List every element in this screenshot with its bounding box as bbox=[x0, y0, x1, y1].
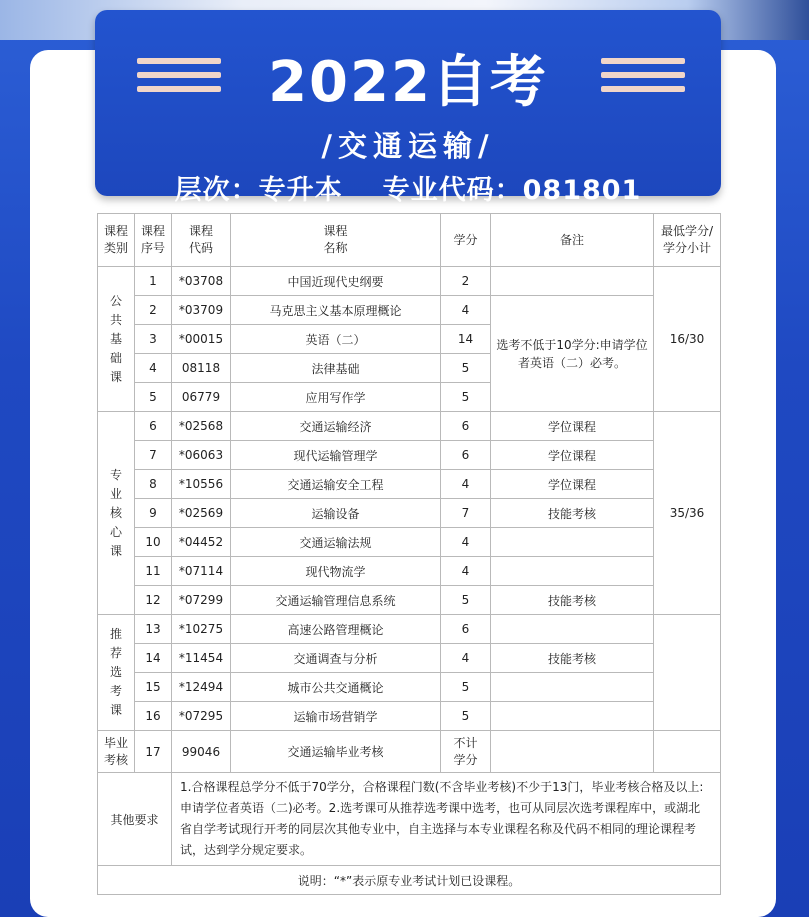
elective-subtotal bbox=[654, 615, 721, 731]
course-code: 08118 bbox=[172, 354, 231, 383]
course-remark bbox=[491, 673, 654, 702]
header-category: 课程 类别 bbox=[98, 214, 135, 267]
course-seq: 3 bbox=[135, 325, 172, 354]
header-credit: 学分 bbox=[441, 214, 491, 267]
course-credit: 2 bbox=[441, 267, 491, 296]
course-seq: 15 bbox=[135, 673, 172, 702]
course-seq: 4 bbox=[135, 354, 172, 383]
course-name: 英语（二） bbox=[231, 325, 441, 354]
table-row bbox=[98, 557, 721, 586]
course-code: 99046 bbox=[172, 731, 231, 773]
course-name: 运输市场营销学 bbox=[231, 702, 441, 731]
course-seq: 10 bbox=[135, 528, 172, 557]
course-name: 交通调查与分析 bbox=[231, 644, 441, 673]
course-seq: 13 bbox=[135, 615, 172, 644]
course-code: *07295 bbox=[172, 702, 231, 731]
course-name: 交通运输安全工程 bbox=[231, 470, 441, 499]
course-remark: 技能考核 bbox=[491, 499, 654, 528]
course-code: *04452 bbox=[172, 528, 231, 557]
course-remark: 学位课程 bbox=[491, 470, 654, 499]
course-seq: 16 bbox=[135, 702, 172, 731]
table-row bbox=[98, 673, 721, 702]
category-elective: 推 荐 选 考 课 bbox=[98, 615, 135, 731]
table-row bbox=[98, 702, 721, 731]
course-name: 交通运输毕业考核 bbox=[231, 731, 441, 773]
table-row bbox=[98, 441, 721, 470]
course-plan-table bbox=[97, 213, 721, 895]
banner-title: 2022自考 bbox=[268, 50, 548, 115]
course-seq: 1 bbox=[135, 267, 172, 296]
table-row bbox=[98, 528, 721, 557]
course-name: 城市公共交通概论 bbox=[231, 673, 441, 702]
table-row bbox=[98, 499, 721, 528]
course-remark bbox=[491, 702, 654, 731]
course-name: 法律基础 bbox=[231, 354, 441, 383]
course-credit: 6 bbox=[441, 412, 491, 441]
course-seq: 12 bbox=[135, 586, 172, 615]
course-name: 高速公路管理概论 bbox=[231, 615, 441, 644]
course-remark bbox=[491, 615, 654, 644]
header-seq: 课程 序号 bbox=[135, 214, 172, 267]
course-credit: 6 bbox=[441, 615, 491, 644]
table-row bbox=[98, 644, 721, 673]
course-credit: 6 bbox=[441, 441, 491, 470]
major-code-text: 专业代码：081801 bbox=[382, 175, 642, 206]
course-code: *07299 bbox=[172, 586, 231, 615]
course-remark: 学位课程 bbox=[491, 441, 654, 470]
level-text: 层次：专升本 bbox=[174, 175, 343, 206]
course-name: 中国近现代史纲要 bbox=[231, 267, 441, 296]
public-subtotal: 16/30 bbox=[654, 267, 721, 412]
course-remark: 学位课程 bbox=[491, 412, 654, 441]
header-name: 课程 名称 bbox=[231, 214, 441, 267]
table-note: 说明：“*”表示原专业考试计划已设课程。 bbox=[98, 866, 721, 895]
course-code: *02569 bbox=[172, 499, 231, 528]
course-credit: 4 bbox=[441, 644, 491, 673]
course-remark bbox=[491, 731, 654, 773]
course-seq: 17 bbox=[135, 731, 172, 773]
course-credit: 4 bbox=[441, 296, 491, 325]
table-row bbox=[98, 412, 721, 441]
course-code: *03709 bbox=[172, 296, 231, 325]
course-seq: 9 bbox=[135, 499, 172, 528]
table-row bbox=[98, 470, 721, 499]
course-remark bbox=[491, 557, 654, 586]
course-name: 运输设备 bbox=[231, 499, 441, 528]
category-public: 公 共 基 础 课 bbox=[98, 267, 135, 412]
header-remark: 备注 bbox=[491, 214, 654, 267]
course-seq: 5 bbox=[135, 383, 172, 412]
header-min-credit: 最低学分/ 学分小计 bbox=[654, 214, 721, 267]
course-remark bbox=[491, 267, 654, 296]
graduation-subtotal bbox=[654, 731, 721, 773]
course-code: *11454 bbox=[172, 644, 231, 673]
table-row bbox=[98, 586, 721, 615]
course-credit: 5 bbox=[441, 702, 491, 731]
course-name: 交通运输管理信息系统 bbox=[231, 586, 441, 615]
course-code: *07114 bbox=[172, 557, 231, 586]
header-code: 课程 代码 bbox=[172, 214, 231, 267]
course-credit: 不计学分 bbox=[441, 731, 491, 773]
table-row bbox=[98, 296, 721, 325]
course-credit: 4 bbox=[441, 528, 491, 557]
table-row bbox=[98, 267, 721, 296]
note-row bbox=[98, 866, 721, 895]
course-name: 交通运输经济 bbox=[231, 412, 441, 441]
course-code: *02568 bbox=[172, 412, 231, 441]
course-credit: 5 bbox=[441, 354, 491, 383]
course-seq: 11 bbox=[135, 557, 172, 586]
banner-subtitle: /交通运输/ bbox=[321, 129, 495, 163]
course-credit: 5 bbox=[441, 673, 491, 702]
table-row bbox=[98, 615, 721, 644]
course-seq: 8 bbox=[135, 470, 172, 499]
course-code: *06063 bbox=[172, 441, 231, 470]
course-seq: 14 bbox=[135, 644, 172, 673]
title-banner bbox=[95, 10, 721, 206]
course-name: 应用写作学 bbox=[231, 383, 441, 412]
core-subtotal: 35/36 bbox=[654, 412, 721, 615]
course-credit: 4 bbox=[441, 470, 491, 499]
course-code: 06779 bbox=[172, 383, 231, 412]
course-credit: 4 bbox=[441, 557, 491, 586]
table-row bbox=[98, 731, 721, 773]
table-header-row bbox=[98, 214, 721, 267]
course-code: *03708 bbox=[172, 267, 231, 296]
course-remark bbox=[491, 528, 654, 557]
course-seq: 2 bbox=[135, 296, 172, 325]
course-code: *10275 bbox=[172, 615, 231, 644]
course-name: 现代运输管理学 bbox=[231, 441, 441, 470]
other-requirements-text: 1.合格课程总学分不低于70学分，合格课程门数(不含毕业考核)不少于13门，毕业考核合格及以上:申请学位者英语（二)必考。2.选考课可从推荐选考课中选考，也可从同层次选考课程库中，或湖北省自学考试现行开考的同层次其他专业中，自主选择与本专业课程名称及代码不相同的理论课程考试，达到学分规定要求。 bbox=[172, 773, 721, 866]
course-remark: 技能考核 bbox=[491, 586, 654, 615]
course-name: 交通运输法规 bbox=[231, 528, 441, 557]
category-core: 专 业 核 心 课 bbox=[98, 412, 135, 615]
course-seq: 6 bbox=[135, 412, 172, 441]
course-credit: 7 bbox=[441, 499, 491, 528]
category-other: 其他要求 bbox=[98, 773, 172, 866]
public-remark: 选考不低于10学分:申请学位者英语（二）必考。 bbox=[491, 296, 654, 412]
other-requirements-row bbox=[98, 773, 721, 866]
category-graduation: 毕业 考核 bbox=[98, 731, 135, 773]
course-credit: 5 bbox=[441, 586, 491, 615]
course-code: *12494 bbox=[172, 673, 231, 702]
course-credit: 5 bbox=[441, 383, 491, 412]
course-name: 现代物流学 bbox=[231, 557, 441, 586]
course-code: *00015 bbox=[172, 325, 231, 354]
course-name: 马克思主义基本原理概论 bbox=[231, 296, 441, 325]
banner-info bbox=[95, 168, 721, 207]
course-code: *10556 bbox=[172, 470, 231, 499]
course-remark: 技能考核 bbox=[491, 644, 654, 673]
course-credit: 14 bbox=[441, 325, 491, 354]
course-seq: 7 bbox=[135, 441, 172, 470]
